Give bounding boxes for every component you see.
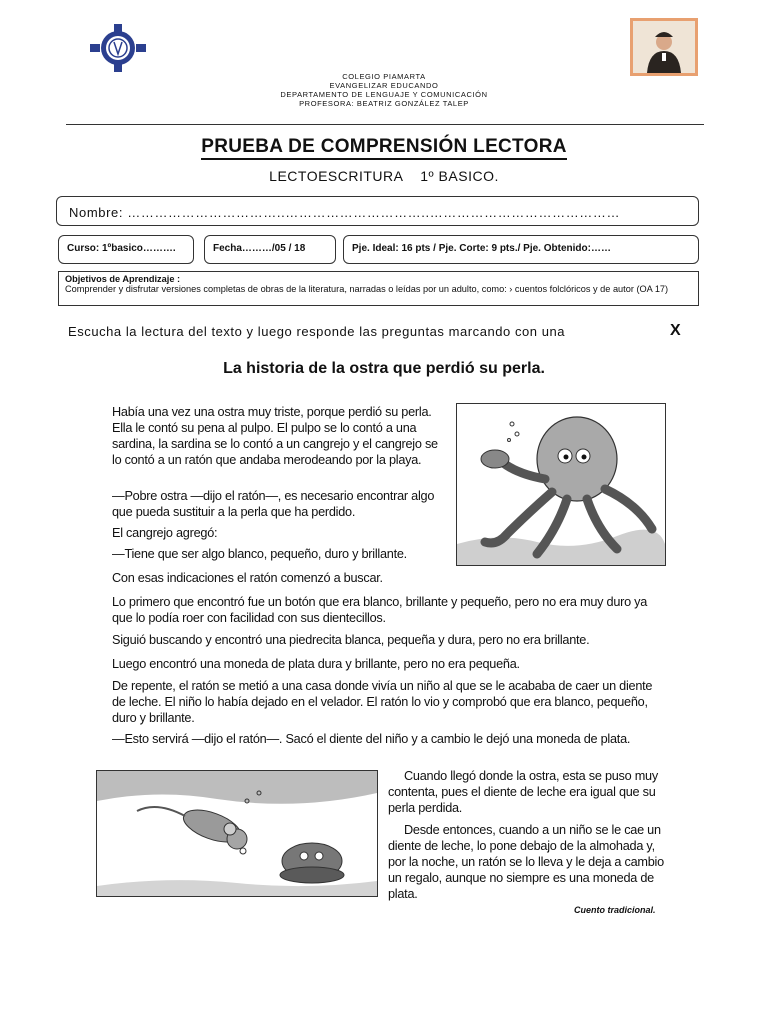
- story-paragraph: Lo primero que encontró fue un botón que era blanco, brillante y pequeño, pero no era muy duro ya que lo podía roer con facilidad con sus dientecillos.: [112, 595, 648, 625]
- story-paragraph: De repente, el ratón se metió a una casa donde vivía un niño al que se le acababa de caer un diente de leche. El niño lo había dejado en el velador. El ratón lo vio y comprobó que era blanco, pequeño, duro y brillante.: [112, 679, 653, 725]
- story-paragraph: Desde entonces, cuando a un niño se le cae un diente de leche, lo pone debajo de la almohada y, por la noche, un ratón se lo lleva y le deja a cambio un regalo, aunque no siempre es una moneda de plata.: [388, 823, 664, 901]
- score-field[interactable]: Pje. Ideal: 16 pts / Pje. Corte: 9 pts./ Pje. Obtenido:……: [343, 235, 699, 264]
- story-paragraph: Luego encontró una moneda de plata dura y brillante, pero no era pequeña.: [112, 657, 520, 671]
- founder-portrait: [630, 18, 698, 76]
- story-paragraph: Siguió buscando y encontró una piedrecita blanca, pequeña y dura, pero no era brillante.: [112, 633, 590, 647]
- objectives-heading: Objetivos de Aprendizaje :: [65, 274, 181, 284]
- header-divider: [66, 124, 704, 125]
- instruction-text: Escucha la lectura del texto y luego responde las preguntas marcando con una: [68, 324, 566, 339]
- mouse-oyster-illustration: [96, 770, 378, 897]
- objectives-text: Comprender y disfrutar versiones completas de obras de la literatura, narradas o leídas por un adulto, como: › cuentos folclóricos y de autor (OA 17): [65, 284, 669, 294]
- story-paragraph: El cangrejo agregó:: [112, 526, 218, 540]
- octopus-illustration: [456, 403, 666, 566]
- name-field[interactable]: Nombre: ……………………………..…………………………..……………………………………: [56, 196, 699, 226]
- school-motto: EVANGELIZAR EDUCANDO: [329, 81, 439, 90]
- story-paragraph: —Esto servirá —dijo el ratón—. Sacó el diente del niño y a cambio le dejó una moneda de plata.: [112, 732, 631, 746]
- course-field[interactable]: Curso: 1ºbasico……….: [58, 235, 194, 264]
- story-paragraph: Con esas indicaciones el ratón comenzó a buscar.: [112, 571, 383, 585]
- story-title: La historia de la ostra que perdió su perla.: [223, 360, 545, 377]
- school-name: COLEGIO PIAMARTA: [342, 72, 426, 81]
- instruction-mark: X: [670, 322, 681, 339]
- teacher-name: PROFESORA: BEATRIZ GONZÁLEZ TALEP: [299, 99, 469, 108]
- school-logo: [88, 24, 148, 72]
- story-credit: Cuento tradicional.: [574, 905, 656, 915]
- page-title: PRUEBA DE COMPRENSIÓN LECTORA: [0, 136, 768, 158]
- story-paragraph: —Tiene que ser algo blanco, pequeño, duro y brillante.: [112, 547, 407, 561]
- page-subtitle: LECTOESCRITURA 1º BASICO.: [269, 168, 499, 184]
- story-paragraph: Había una vez una ostra muy triste, porque perdió su perla. Ella le contó su pena al pulpo. El pulpo se lo contó a una sardina, la sardina se lo contó a un cangrejo y el cangrejo se lo contó a un ratón que andaba merodeando por la playa.: [112, 405, 438, 467]
- story-paragraph: Cuando llegó donde la ostra, esta se puso muy contenta, pues el diente de leche era igual que su perla perdida.: [388, 769, 658, 815]
- learning-objectives: [58, 271, 699, 306]
- story-paragraph: —Pobre ostra —dijo el ratón—, es necesario encontrar algo que pueda sustituir a la perla que ha perdido.: [112, 489, 435, 519]
- department-name: DEPARTAMENTO DE LENGUAJE Y COMUNICACIÓN: [280, 90, 488, 99]
- school-header: [0, 72, 768, 108]
- date-field[interactable]: Fecha………/05 / 18: [204, 235, 336, 264]
